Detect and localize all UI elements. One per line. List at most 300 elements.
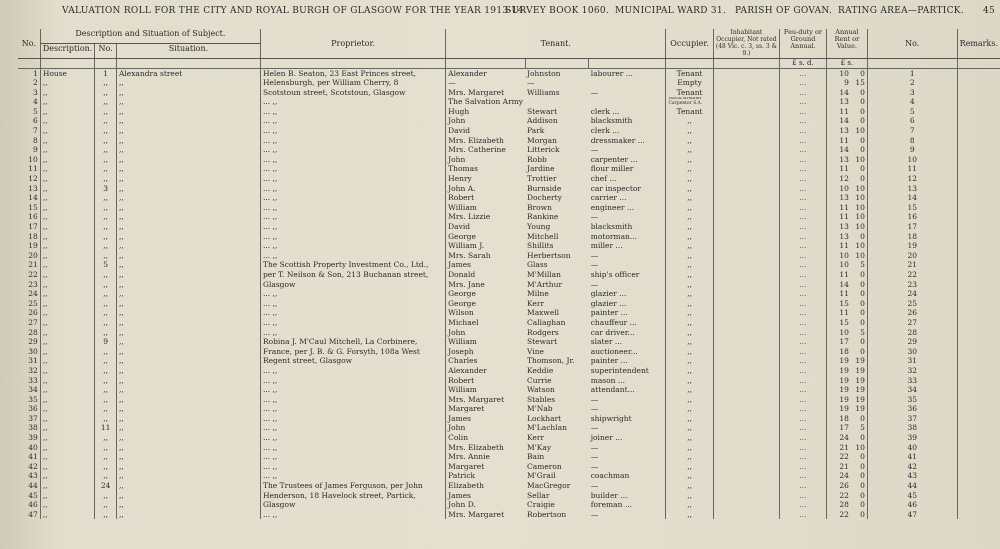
row-annual-rent (826, 78, 867, 88)
row-occupier: ,, (666, 184, 713, 194)
row-inhabitant (713, 328, 779, 338)
row-tenant-occupation: joiner ... (589, 433, 666, 443)
rent-pounds: 22 (839, 452, 849, 462)
row-tenant-surname: Rodgers (527, 327, 559, 337)
row-number: 29 (18, 337, 40, 347)
row-proprietor: ... ,, (260, 251, 445, 261)
roll-row (18, 356, 1000, 366)
rent-pounds: 14 (839, 145, 849, 155)
row-description: ,, (40, 145, 95, 155)
row-occupier: ,, (666, 136, 713, 146)
row-annual-rent (826, 193, 867, 203)
row-number-right: 3 (867, 88, 957, 98)
row-inhabitant (713, 241, 779, 251)
row-annual-rent (826, 212, 867, 222)
row-number: 35 (18, 395, 40, 405)
rent-pounds: 11 (839, 212, 849, 222)
rent-pounds: 13 (839, 222, 849, 231)
row-proprietor: Helen B. Seaton, 23 East Princes street, (260, 69, 445, 79)
row-situation: ,, (116, 145, 260, 155)
rent-shillings: 10 (855, 183, 865, 193)
rent-shillings: 0 (860, 346, 865, 356)
row-tenant-surname: Thomson, Jr. (527, 356, 575, 366)
row-number: 43 (18, 471, 40, 481)
row-number: 33 (18, 376, 40, 386)
row-tenant-surname: Jardine (527, 164, 555, 174)
row-number: 46 (18, 500, 40, 510)
row-number-right: 2 (867, 78, 957, 88)
row-annual-rent (826, 270, 867, 280)
row-remarks (957, 433, 1000, 443)
row-situation: ,, (116, 270, 260, 280)
col-annual: Annual Rent or Value. (826, 29, 867, 59)
rent-shillings: 0 (860, 490, 865, 500)
row-occupier: ,, (666, 356, 713, 366)
row-tenant-surname: Park (527, 126, 545, 136)
row-number-right: 15 (867, 203, 957, 213)
row-tenant-surname: Currie (527, 375, 552, 385)
row-occupier: ,, (666, 366, 713, 376)
roll-row (18, 500, 1000, 510)
row-tenant-occupation: clerk ... (589, 107, 666, 117)
row-tenant-forename: Michael (448, 317, 479, 327)
row-remarks (957, 88, 1000, 98)
currency-blank (666, 59, 713, 69)
row-tenant-surname: Addison (527, 116, 558, 126)
rent-pounds: 10 (839, 260, 849, 270)
row-number: 21 (18, 260, 40, 270)
row-feuduty: ... (780, 452, 827, 462)
row-number-right: 13 (867, 184, 957, 194)
row-house-number: ,, (95, 318, 117, 328)
roll-row (18, 212, 1000, 222)
rent-pounds: 19 (839, 394, 849, 404)
row-house-number: ,, (95, 232, 117, 242)
row-number: 9 (18, 145, 40, 155)
rent-shillings: 0 (860, 231, 865, 241)
rent-pounds: 19 (839, 375, 849, 385)
row-number: 7 (18, 126, 40, 136)
rent-pounds: 24 (839, 433, 849, 443)
row-feuduty: ... (780, 212, 827, 222)
rent-pounds: 21 (839, 461, 849, 471)
row-proprietor: ... ,, (260, 414, 445, 424)
row-tenant-forename: William (448, 202, 477, 212)
row-proprietor: Robina J. M'Caul Mitchell, La Corbinere, (260, 337, 445, 347)
roll-row (18, 491, 1000, 501)
row-house-number: ,, (95, 289, 117, 299)
row-tenant-surname: M'Kay (527, 442, 552, 452)
row-occupier: ,, (666, 385, 713, 395)
row-number: 28 (18, 328, 40, 338)
row-tenant-surname: Docherty (527, 193, 562, 203)
rent-pounds: 19 (839, 404, 849, 414)
row-house-number: ,, (95, 280, 117, 290)
row-annual-rent (826, 174, 867, 184)
row-tenant-surname: Rankine (527, 212, 559, 222)
row-house-number: ,, (95, 136, 117, 146)
row-description: ,, (40, 347, 95, 357)
row-occupier: ,, (666, 462, 713, 472)
row-description: ,, (40, 481, 95, 491)
rent-shillings: 5 (860, 260, 865, 270)
row-annual-rent (826, 260, 867, 270)
row-annual-rent (826, 356, 867, 366)
row-annual-rent (826, 164, 867, 174)
row-tenant-surname: Cameron (527, 461, 562, 471)
row-remarks (957, 462, 1000, 472)
rent-pounds: 21 (839, 442, 849, 452)
row-inhabitant (713, 481, 779, 491)
row-tenant-surname: M'Millan (527, 269, 561, 279)
row-tenant-forename: Thomas (448, 164, 478, 174)
row-tenant-occupation (589, 97, 666, 107)
row-description: ,, (40, 155, 95, 165)
rent-shillings: 0 (860, 452, 865, 462)
row-house-number: ,, (95, 376, 117, 386)
rent-shillings: 0 (860, 433, 865, 443)
row-tenant-surname (525, 97, 589, 107)
row-house-number: ,, (95, 203, 117, 213)
row-tenant-occupation: clerk ... (589, 126, 666, 136)
row-proprietor: ... ,, (260, 318, 445, 328)
row-tenant-surname: Milne (527, 289, 549, 299)
roll-row (18, 395, 1000, 405)
row-situation: ,, (116, 107, 260, 117)
row-tenant-forename: James (448, 490, 472, 500)
row-tenant-forename: Colin (448, 433, 469, 443)
roll-row (18, 376, 1000, 386)
rent-currency: £ s. (826, 59, 867, 69)
row-description: ,, (40, 443, 95, 453)
row-situation: ,, (116, 481, 260, 491)
row-feuduty: ... (780, 308, 827, 318)
row-tenant-forename: John D. (448, 500, 476, 510)
row-proprietor: Regent street, Glasgow (260, 356, 445, 366)
row-description: ,, (40, 260, 95, 270)
row-proprietor: Glasgow (260, 280, 445, 290)
roll-row (18, 251, 1000, 261)
row-remarks (957, 203, 1000, 213)
rent-shillings: 0 (860, 298, 865, 308)
row-remarks (957, 222, 1000, 232)
row-description: ,, (40, 193, 95, 203)
row-remarks (957, 308, 1000, 318)
row-feuduty: ... (780, 491, 827, 501)
row-tenant-forename: Mrs. Elizabeth (448, 135, 504, 145)
row-tenant-surname: Young (527, 222, 551, 231)
row-occupier: ,, (666, 443, 713, 453)
currency-blank (260, 59, 445, 69)
rent-shillings: 0 (860, 461, 865, 471)
row-feuduty: ... (780, 164, 827, 174)
row-description: ,, (40, 116, 95, 126)
row-tenant-surname: M'Grail (527, 471, 556, 481)
row-situation: ,, (116, 337, 260, 347)
row-tenant-forename: William (448, 385, 477, 395)
row-house-number: 24 (95, 481, 117, 491)
roll-row (18, 78, 1000, 88)
row-tenant-surname: Herbertson (527, 250, 571, 260)
row-number-right: 26 (867, 308, 957, 318)
rent-pounds: 11 (839, 241, 849, 251)
rent-pounds: 11 (839, 106, 849, 116)
row-inhabitant (713, 423, 779, 433)
rent-shillings: 0 (860, 317, 865, 327)
row-annual-rent (826, 232, 867, 242)
row-number: 25 (18, 299, 40, 309)
row-inhabitant (713, 443, 779, 453)
row-tenant-forename: Mrs. Lizzie (448, 212, 491, 222)
row-house-number: 5 (95, 260, 117, 270)
row-tenant-occupation: flour miller (589, 164, 666, 174)
row-number-right: 1 (867, 69, 957, 79)
row-occupier: ,, (666, 376, 713, 386)
row-situation: ,, (116, 462, 260, 472)
row-inhabitant (713, 452, 779, 462)
row-inhabitant (713, 289, 779, 299)
valuation-table (18, 29, 1000, 519)
row-tenant-occupation: — (589, 395, 666, 405)
row-situation: ,, (116, 471, 260, 481)
row-tenant-occupation: — (589, 443, 666, 453)
row-proprietor: ... ,, (260, 232, 445, 242)
row-situation: ,, (116, 184, 260, 194)
currency-blank (116, 59, 260, 69)
municipal-ward: MUNICIPAL WARD 31. (615, 6, 727, 16)
row-tenant-forename: William J. (448, 241, 485, 251)
row-number-right: 21 (867, 260, 957, 270)
row-house-number: ,, (95, 212, 117, 222)
row-description: ,, (40, 462, 95, 472)
col-desc-group: Description and Situation of Subject. (40, 29, 260, 44)
row-tenant-forename: Alexander (448, 69, 487, 78)
row-number: 1 (18, 69, 40, 79)
row-annual-rent (826, 337, 867, 347)
row-situation: ,, (116, 212, 260, 222)
row-house-number: ,, (95, 88, 117, 98)
roll-row (18, 280, 1000, 290)
row-tenant-surname: Watson (527, 385, 555, 395)
rent-shillings: 0 (860, 174, 865, 184)
row-number-right: 41 (867, 452, 957, 462)
rent-shillings: 0 (860, 413, 865, 423)
rent-shillings: 10 (855, 222, 865, 231)
row-proprietor: ... ,, (260, 376, 445, 386)
row-inhabitant (713, 107, 779, 117)
rent-pounds: 19 (839, 385, 849, 395)
row-description: ,, (40, 212, 95, 222)
row-tenant-occupation: — (589, 145, 666, 155)
roll-row (18, 414, 1000, 424)
row-tenant-occupation: carpenter ... (589, 155, 666, 165)
row-feuduty: ... (780, 78, 827, 88)
roll-row (18, 385, 1000, 395)
row-number-right: 7 (867, 126, 957, 136)
row-house-number: 1 (95, 69, 117, 79)
row-house-number: ,, (95, 241, 117, 251)
rent-shillings: 0 (860, 87, 865, 97)
row-inhabitant (713, 136, 779, 146)
col-tenant: Tenant. (446, 29, 666, 59)
row-occupier: ,, (666, 471, 713, 481)
roll-row (18, 88, 1000, 98)
row-number: 39 (18, 433, 40, 443)
row-occupier: ,, (666, 145, 713, 155)
rent-pounds: 13 (839, 193, 849, 203)
row-occupier: ,, (666, 414, 713, 424)
row-proprietor: ... ,, (260, 184, 445, 194)
row-number: 23 (18, 280, 40, 290)
row-feuduty: ... (780, 318, 827, 328)
row-number-right: 38 (867, 423, 957, 433)
row-number-right: 25 (867, 299, 957, 309)
row-inhabitant (713, 414, 779, 424)
row-proprietor: ... ,, (260, 510, 445, 520)
row-feuduty: ... (780, 462, 827, 472)
row-annual-rent (826, 289, 867, 299)
row-remarks (957, 69, 1000, 79)
row-tenant-forename: Joseph (448, 346, 474, 356)
row-number-right: 44 (867, 481, 957, 491)
row-number: 12 (18, 174, 40, 184)
row-number-right: 29 (867, 337, 957, 347)
row-proprietor: ... ,, (260, 155, 445, 165)
row-description: ,, (40, 184, 95, 194)
row-number: 27 (18, 318, 40, 328)
row-tenant-forename: George (448, 231, 476, 241)
roll-row (18, 423, 1000, 433)
rent-pounds: 11 (839, 308, 849, 318)
row-remarks (957, 260, 1000, 270)
row-tenant-forename: Mrs. Catherine (448, 145, 506, 155)
row-situation: ,, (116, 289, 260, 299)
row-tenant-surname: Robertson (527, 509, 567, 519)
row-remarks (957, 347, 1000, 357)
row-number-right: 24 (867, 289, 957, 299)
row-number-right: 31 (867, 356, 957, 366)
row-tenant-occupation: — (589, 462, 666, 472)
page-header (0, 6, 1000, 20)
row-proprietor: France, per J. B. & G. Forsyth, 108a West (260, 347, 445, 357)
rent-pounds: 14 (839, 87, 849, 97)
row-proprietor: ... ,, (260, 164, 445, 174)
roll-row (18, 241, 1000, 251)
row-number-right: 22 (867, 270, 957, 280)
row-proprietor: Scotstoun street, Scotstoun, Glasgow (260, 88, 445, 98)
row-house-number: ,, (95, 164, 117, 174)
rent-pounds: 19 (839, 356, 849, 366)
row-annual-rent (826, 136, 867, 146)
row-annual-rent (826, 69, 867, 79)
row-number-right: 18 (867, 232, 957, 242)
row-situation: ,, (116, 366, 260, 376)
row-annual-rent (826, 222, 867, 232)
row-annual-rent (826, 423, 867, 433)
row-remarks (957, 280, 1000, 290)
row-number: 16 (18, 212, 40, 222)
row-house-number: ,, (95, 462, 117, 472)
row-occupier: ,, (666, 328, 713, 338)
row-inhabitant (713, 164, 779, 174)
row-tenant-forename: Mrs. Jane (448, 279, 485, 289)
row-tenant-surname: Johnston (527, 69, 561, 78)
row-situation: ,, (116, 395, 260, 405)
row-number-right: 40 (867, 443, 957, 453)
row-annual-rent (826, 481, 867, 491)
row-annual-rent (826, 385, 867, 395)
row-situation: ,, (116, 251, 260, 261)
row-proprietor: Glasgow (260, 500, 445, 510)
row-tenant-forename: David (448, 126, 471, 136)
roll-row (18, 452, 1000, 462)
row-description: ,, (40, 280, 95, 290)
row-tenant-forename: Wilson (448, 308, 474, 318)
row-situation: ,, (116, 241, 260, 251)
rent-shillings: 19 (855, 356, 865, 366)
row-remarks (957, 78, 1000, 88)
row-occupier: ,, (666, 222, 713, 232)
row-house-number: ,, (95, 414, 117, 424)
row-remarks (957, 241, 1000, 251)
row-description: ,, (40, 299, 95, 309)
rent-pounds: 13 (839, 97, 849, 107)
row-situation: ,, (116, 232, 260, 242)
row-number: 17 (18, 222, 40, 232)
row-tenant-forename: — (448, 78, 456, 88)
row-proprietor: The Trustees of James Ferguson, per John (260, 481, 445, 491)
rent-shillings: 0 (860, 164, 865, 174)
row-situation: ,, (116, 78, 260, 88)
row-number-right: 11 (867, 164, 957, 174)
roll-row (18, 193, 1000, 203)
row-remarks (957, 184, 1000, 194)
roll-row (18, 222, 1000, 232)
row-remarks (957, 500, 1000, 510)
row-annual-rent (826, 97, 867, 107)
row-description: ,, (40, 510, 95, 520)
roll-title: VALUATION ROLL FOR THE CITY AND ROYAL BURGH OF GLASGOW FOR THE YEAR 1913-14. (62, 6, 527, 16)
row-number-right: 30 (867, 347, 957, 357)
row-description: ,, (40, 471, 95, 481)
row-remarks (957, 299, 1000, 309)
row-number-right: 42 (867, 462, 957, 472)
rent-pounds: 14 (839, 279, 849, 289)
row-annual-rent (826, 155, 867, 165)
rent-pounds: 13 (839, 126, 849, 136)
row-house-number: ,, (95, 404, 117, 414)
rent-shillings: 5 (860, 327, 865, 337)
row-description: ,, (40, 78, 95, 88)
row-inhabitant (713, 500, 779, 510)
row-house-number: ,, (95, 78, 117, 88)
row-occupier: ,, (666, 241, 713, 251)
row-feuduty: ... (780, 423, 827, 433)
row-feuduty: ... (780, 155, 827, 165)
row-tenant-forename: Margaret (448, 461, 485, 471)
roll-row (18, 155, 1000, 165)
row-number: 14 (18, 193, 40, 203)
roll-row (18, 116, 1000, 126)
row-annual-rent (826, 347, 867, 357)
row-number: 45 (18, 491, 40, 501)
row-inhabitant (713, 212, 779, 222)
rent-shillings: 10 (855, 241, 865, 251)
row-tenant-occupation: — (589, 251, 666, 261)
row-feuduty: ... (780, 404, 827, 414)
row-inhabitant (713, 174, 779, 184)
row-tenant-occupation: chef ... (589, 174, 666, 184)
